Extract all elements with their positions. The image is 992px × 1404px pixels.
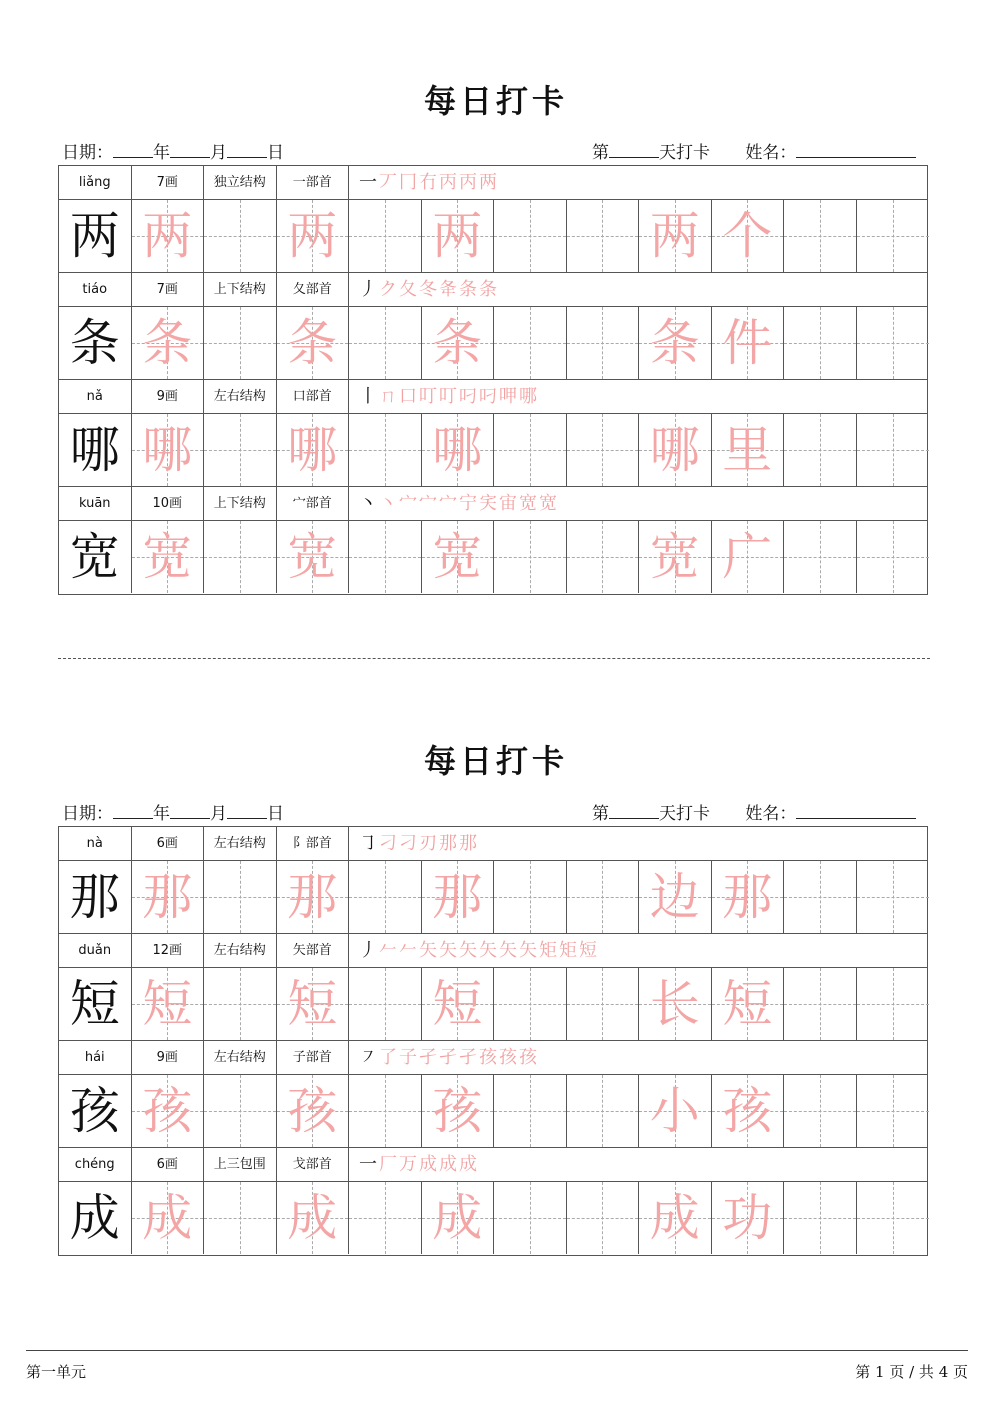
practice-cell[interactable]	[204, 521, 277, 593]
day-label: 日	[267, 804, 284, 824]
trace-character-glyph: 成	[432, 1189, 483, 1247]
trace-character[interactable]	[277, 1182, 350, 1254]
trace-character[interactable]	[277, 1075, 350, 1147]
month-label: 月	[210, 804, 227, 824]
remaining-strokes: 了子孑孑孑孩孩孩	[379, 1047, 539, 1068]
structure-label: 左右结构	[204, 827, 277, 860]
practice-row	[59, 307, 927, 380]
trace-character-glyph: 那	[432, 868, 483, 926]
practice-cell[interactable]	[567, 307, 640, 379]
practice-row	[59, 1075, 927, 1148]
trace-character[interactable]	[132, 200, 205, 272]
trace-character[interactable]	[277, 861, 350, 933]
trace-character-glyph: 短	[432, 975, 483, 1033]
trace-character[interactable]	[277, 414, 350, 486]
sheet-1-checkin-line	[592, 138, 916, 163]
character-info-band	[59, 1041, 927, 1075]
word-character-glyph: 广	[722, 528, 773, 586]
practice-cell[interactable]	[494, 968, 567, 1040]
character-info-band	[59, 1148, 927, 1182]
practice-cell[interactable]	[204, 861, 277, 933]
model-character	[59, 861, 132, 933]
radical-label: 矢部首	[277, 934, 350, 967]
structure-label: 左右结构	[204, 934, 277, 967]
word-character-glyph: 个	[722, 207, 773, 265]
trace-character-glyph: 那	[142, 868, 193, 926]
practice-cell[interactable]	[567, 414, 640, 486]
month-label: 月	[210, 143, 227, 163]
trace-character-glyph: 孩	[432, 1082, 483, 1140]
trace-character-glyph: 哪	[142, 421, 193, 479]
practice-cell[interactable]	[857, 1182, 930, 1254]
trace-character-glyph: 成	[649, 1189, 700, 1247]
stroke-count: 6画	[132, 827, 205, 860]
word-character[interactable]	[712, 307, 785, 379]
sheet-2-date-line	[62, 799, 284, 824]
pinyin-label: kuān	[59, 487, 132, 520]
radical-label: 口部首	[277, 380, 350, 413]
model-character-glyph: 两	[69, 207, 120, 265]
page-number: 第 1 页 / 共 4 页	[855, 1363, 968, 1381]
stroke-count: 7画	[132, 166, 205, 199]
practice-cell[interactable]	[349, 1075, 422, 1147]
practice-cell[interactable]	[349, 521, 422, 593]
checkin-suffix: 天打卡	[659, 804, 710, 824]
trace-character[interactable]	[132, 307, 205, 379]
stroke-count: 10画	[132, 487, 205, 520]
year-label: 年	[153, 804, 170, 824]
word-character[interactable]	[712, 521, 785, 593]
practice-cell[interactable]	[784, 1075, 857, 1147]
trace-character[interactable]	[422, 307, 495, 379]
trace-character-glyph: 短	[142, 975, 193, 1033]
trace-character-glyph: 孩	[142, 1082, 193, 1140]
year-label: 年	[153, 143, 170, 163]
practice-cell[interactable]	[784, 307, 857, 379]
radical-label: 宀部首	[277, 487, 350, 520]
trace-character-glyph: 哪	[432, 421, 483, 479]
trace-character-glyph: 条	[432, 314, 483, 372]
practice-cell[interactable]	[857, 414, 930, 486]
stroke-count: 12画	[132, 934, 205, 967]
trace-character[interactable]	[422, 968, 495, 1040]
model-character-glyph: 成	[69, 1189, 120, 1247]
name-label: 姓名：	[745, 804, 797, 824]
trace-character[interactable]	[422, 200, 495, 272]
model-character-glyph: 宽	[69, 528, 120, 586]
practice-cell[interactable]	[204, 307, 277, 379]
date-label: 日期：	[62, 143, 113, 163]
trace-character-glyph: 条	[287, 314, 338, 372]
model-character	[59, 414, 132, 486]
practice-cell[interactable]	[784, 861, 857, 933]
practice-cell[interactable]	[567, 521, 640, 593]
trace-character[interactable]	[277, 968, 350, 1040]
radical-label: 戈部首	[277, 1148, 350, 1181]
practice-cell[interactable]	[494, 414, 567, 486]
remaining-strokes: 𠂉𠂉矢矢矢矢矢矢矩矩短	[379, 940, 599, 961]
name-label: 姓名：	[745, 143, 797, 163]
trace-character[interactable]	[639, 307, 712, 379]
stroke-order-sequence	[351, 1148, 479, 1181]
stroke-order-sequence	[351, 166, 499, 199]
day-blank[interactable]	[227, 143, 267, 158]
page-footer	[26, 1350, 968, 1381]
trace-character[interactable]	[639, 414, 712, 486]
pinyin-label: nà	[59, 827, 132, 860]
model-character-glyph: 哪	[69, 421, 120, 479]
trace-character-glyph: 两	[287, 207, 338, 265]
pinyin-label: nǎ	[59, 380, 132, 413]
word-character-glyph: 里	[722, 421, 773, 479]
radical-label: 一部首	[277, 166, 350, 199]
trace-character-glyph: 那	[287, 868, 338, 926]
practice-cell[interactable]	[494, 307, 567, 379]
trace-character[interactable]	[277, 307, 350, 379]
trace-character[interactable]	[277, 521, 350, 593]
remaining-strokes: 刁刁刃那那	[379, 833, 479, 854]
pinyin-label: tiáo	[59, 273, 132, 306]
trace-character-glyph: 宽	[142, 528, 193, 586]
practice-cell[interactable]	[494, 200, 567, 272]
model-character-glyph: 孩	[69, 1082, 120, 1140]
first-stroke: 丿	[359, 279, 379, 300]
radical-label: 夂部首	[277, 273, 350, 306]
practice-cell[interactable]	[494, 1182, 567, 1254]
practice-cell[interactable]	[349, 968, 422, 1040]
practice-cell[interactable]	[567, 968, 640, 1040]
first-stroke: ㇇	[359, 1047, 379, 1068]
trace-character[interactable]	[639, 521, 712, 593]
trace-character-glyph: 宽	[432, 528, 483, 586]
practice-cell[interactable]	[204, 1182, 277, 1254]
practice-cell[interactable]	[567, 1075, 640, 1147]
structure-label: 左右结构	[204, 380, 277, 413]
radical-label: 阝部首	[277, 827, 350, 860]
checkin-blank[interactable]	[609, 804, 659, 819]
structure-label: 上三包围	[204, 1148, 277, 1181]
trace-character[interactable]	[132, 521, 205, 593]
practice-row	[59, 1182, 927, 1255]
model-character	[59, 521, 132, 593]
checkin-blank[interactable]	[609, 143, 659, 158]
sheet-1-date-line	[62, 138, 284, 163]
practice-cell[interactable]	[784, 414, 857, 486]
month-blank[interactable]	[170, 804, 210, 819]
trace-character[interactable]	[132, 1075, 205, 1147]
model-character-glyph: 短	[69, 975, 120, 1033]
trace-character-glyph: 条	[142, 314, 193, 372]
year-blank[interactable]	[113, 143, 153, 158]
word-character[interactable]	[712, 200, 785, 272]
stroke-order-sequence	[351, 487, 559, 520]
model-character	[59, 1182, 132, 1254]
practice-cell[interactable]	[349, 861, 422, 933]
trace-character[interactable]	[639, 1182, 712, 1254]
stroke-order-sequence	[351, 827, 479, 860]
stroke-order-sequence	[351, 934, 599, 967]
pinyin-label: duǎn	[59, 934, 132, 967]
structure-label: 上下结构	[204, 487, 277, 520]
date-label: 日期：	[62, 804, 113, 824]
word-character[interactable]	[712, 414, 785, 486]
trace-character-glyph: 两	[142, 207, 193, 265]
word-character-glyph: 功	[722, 1189, 773, 1247]
trace-character[interactable]	[132, 1182, 205, 1254]
trace-character[interactable]	[422, 414, 495, 486]
character-info-band	[59, 166, 927, 200]
trace-character-glyph: 哪	[287, 421, 338, 479]
trace-character-glyph: 孩	[722, 1082, 773, 1140]
practice-cell[interactable]	[204, 414, 277, 486]
practice-row	[59, 968, 927, 1041]
trace-character[interactable]	[422, 521, 495, 593]
day-label: 日	[267, 143, 284, 163]
practice-cell[interactable]	[784, 200, 857, 272]
model-character	[59, 200, 132, 272]
month-blank[interactable]	[170, 143, 210, 158]
stroke-count: 9画	[132, 1041, 205, 1074]
first-stroke: 一	[359, 172, 379, 193]
stroke-order-sequence	[351, 273, 499, 306]
trace-character[interactable]	[132, 414, 205, 486]
remaining-strokes: ク夂冬夅条条	[379, 279, 499, 300]
practice-cell[interactable]	[567, 1182, 640, 1254]
checkin-prefix: 第	[592, 804, 609, 824]
checkin-suffix: 天打卡	[659, 143, 710, 163]
structure-label: 独立结构	[204, 166, 277, 199]
trace-character[interactable]	[639, 200, 712, 272]
trace-character-glyph: 两	[432, 207, 483, 265]
pinyin-label: chéng	[59, 1148, 132, 1181]
word-character[interactable]	[639, 1075, 712, 1147]
first-stroke: 丶	[359, 493, 379, 514]
sheet-1-title: 每日打卡	[423, 82, 568, 120]
practice-cell[interactable]	[494, 861, 567, 933]
practice-row	[59, 414, 927, 487]
practice-cell[interactable]	[784, 521, 857, 593]
character-info-band	[59, 827, 927, 861]
remaining-strokes: ㄇ口叮叮叼叼呷哪	[379, 386, 539, 407]
word-character[interactable]	[639, 861, 712, 933]
practice-cell[interactable]	[204, 1075, 277, 1147]
practice-cell[interactable]	[857, 200, 930, 272]
trace-character[interactable]	[712, 968, 785, 1040]
trace-character-glyph: 孩	[287, 1082, 338, 1140]
practice-cell[interactable]	[857, 861, 930, 933]
stroke-count: 9画	[132, 380, 205, 413]
trace-character[interactable]	[712, 861, 785, 933]
trace-character-glyph: 那	[722, 868, 773, 926]
practice-cell[interactable]	[567, 200, 640, 272]
radical-label: 子部首	[277, 1041, 350, 1074]
sheet-2-practice-grid	[58, 826, 928, 1256]
trace-character-glyph: 成	[287, 1189, 338, 1247]
practice-cell[interactable]	[494, 521, 567, 593]
practice-cell[interactable]	[349, 200, 422, 272]
practice-cell[interactable]	[857, 307, 930, 379]
remaining-strokes: 丶宀宀宀宁宎宙宽宽	[379, 493, 559, 514]
trace-character-glyph: 哪	[649, 421, 700, 479]
trace-character[interactable]	[712, 1075, 785, 1147]
trace-character[interactable]	[422, 1182, 495, 1254]
word-character-glyph: 件	[722, 314, 773, 372]
first-stroke: ㇆	[359, 833, 379, 854]
trace-character-glyph: 宽	[287, 528, 338, 586]
practice-cell[interactable]	[349, 307, 422, 379]
trace-character[interactable]	[132, 861, 205, 933]
stroke-count: 6画	[132, 1148, 205, 1181]
practice-row	[59, 200, 927, 273]
structure-label: 上下结构	[204, 273, 277, 306]
remaining-strokes: 厂万成成成	[379, 1154, 479, 1175]
word-character[interactable]	[712, 1182, 785, 1254]
trace-character-glyph: 两	[649, 207, 700, 265]
remaining-strokes: 丆冂冇丙丙两	[379, 172, 499, 193]
practice-cell[interactable]	[494, 1075, 567, 1147]
practice-cell[interactable]	[204, 968, 277, 1040]
cut-line-divider	[58, 658, 930, 659]
unit-label: 第一单元	[26, 1363, 87, 1381]
practice-row	[59, 521, 927, 594]
character-info-band	[59, 380, 927, 414]
sheet-2-title: 每日打卡	[423, 742, 568, 780]
practice-cell[interactable]	[857, 521, 930, 593]
practice-cell[interactable]	[784, 968, 857, 1040]
first-stroke: 丿	[359, 940, 379, 961]
first-stroke: 一	[359, 1154, 379, 1175]
character-info-band	[59, 934, 927, 968]
trace-character[interactable]	[422, 1075, 495, 1147]
stroke-count: 7画	[132, 273, 205, 306]
practice-cell[interactable]	[204, 200, 277, 272]
name-blank[interactable]	[796, 143, 916, 158]
word-character-glyph: 小	[649, 1082, 700, 1140]
word-character-glyph: 长	[649, 975, 700, 1033]
day-blank[interactable]	[227, 804, 267, 819]
first-stroke: 丨	[359, 386, 379, 407]
stroke-order-sequence	[351, 380, 539, 413]
word-character[interactable]	[639, 968, 712, 1040]
practice-cell[interactable]	[857, 968, 930, 1040]
practice-cell[interactable]	[567, 861, 640, 933]
trace-character-glyph: 成	[142, 1189, 193, 1247]
model-character	[59, 968, 132, 1040]
practice-cell[interactable]	[349, 414, 422, 486]
pinyin-label: liǎng	[59, 166, 132, 199]
practice-cell[interactable]	[784, 1182, 857, 1254]
practice-row	[59, 861, 927, 934]
structure-label: 左右结构	[204, 1041, 277, 1074]
trace-character-glyph: 短	[722, 975, 773, 1033]
model-character	[59, 1075, 132, 1147]
trace-character[interactable]	[422, 861, 495, 933]
checkin-prefix: 第	[592, 143, 609, 163]
model-character-glyph: 条	[69, 314, 120, 372]
name-blank[interactable]	[796, 804, 916, 819]
trace-character-glyph: 条	[649, 314, 700, 372]
character-info-band	[59, 487, 927, 521]
trace-character[interactable]	[277, 200, 350, 272]
trace-character[interactable]	[132, 968, 205, 1040]
trace-character-glyph: 短	[287, 975, 338, 1033]
sheet-2-checkin-line	[592, 799, 916, 824]
stroke-order-sequence	[351, 1041, 539, 1074]
pinyin-label: hái	[59, 1041, 132, 1074]
practice-cell[interactable]	[857, 1075, 930, 1147]
word-character-glyph: 边	[649, 868, 700, 926]
trace-character-glyph: 宽	[649, 528, 700, 586]
character-info-band	[59, 273, 927, 307]
sheet-1-practice-grid	[58, 165, 928, 595]
year-blank[interactable]	[113, 804, 153, 819]
practice-cell[interactable]	[349, 1182, 422, 1254]
model-character	[59, 307, 132, 379]
model-character-glyph: 那	[69, 868, 120, 926]
